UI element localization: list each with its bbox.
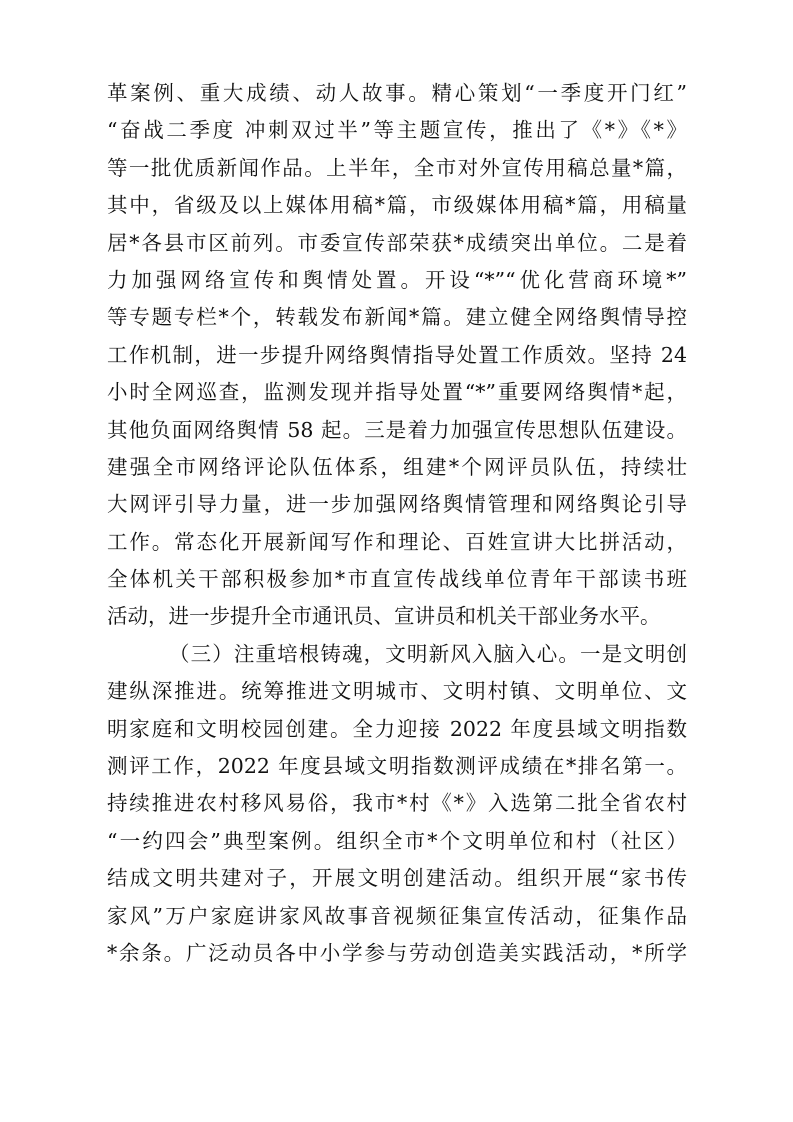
text-line: 等一批优质新闻作品。上半年，全市对外宣传用稿总量*篇，: [107, 155, 687, 180]
text-line: 革案例、重大成绩、动人故事。精心策划“一季度开门红”: [107, 81, 687, 105]
text-line: 明家庭和文明校园创建。全力迎接 2022 年度县域文明指数: [107, 716, 687, 741]
text-line: 全体机关干部积极参加*市直宣传战线单位青年干部读书班: [107, 567, 687, 592]
text-line: 建纵深推进。统筹推进文明城市、文明村镇、文明单位、文: [107, 679, 687, 704]
text-line: 建强全市网络评论队伍体系，组建*个网评员队伍，持续壮: [107, 454, 687, 479]
text-line: 大网评引导力量，进一步加强网络舆情管理和网络舆论引导: [107, 492, 687, 517]
text-line: 居*各县市区前列。市委宣传部荣获*成绩突出单位。二是着: [107, 230, 687, 255]
body-text: [107, 75, 687, 972]
text-line: 持续推进农村移风易俗，我市*村《*》入选第二批全省农村: [107, 791, 687, 816]
text-line: 测评工作，2022 年度县域文明指数测评成绩在*排名第一。: [107, 754, 687, 779]
text-line: 小时全网巡查，监测发现并指导处置“*”重要网络舆情*起，: [107, 380, 687, 405]
text-line: 工作机制，进一步提升网络舆情指导处置工作质效。坚持 24: [107, 342, 687, 367]
text-line: 结成文明共建对子，开展文明创建活动。组织开展“家书传: [107, 866, 687, 891]
text-line: 其中，省级及以上媒体用稿*篇，市级媒体用稿*篇，用稿量: [107, 193, 687, 218]
text-line: “一约四会”典型案例。组织全市*个文明单位和村（社区）: [107, 828, 687, 853]
section-heading-line: （三）注重培根铸魂，文明新风入脑入心。一是文明创: [169, 641, 687, 666]
text-line: 活动，进一步提升全市通讯员、宣讲员和机关干部业务水平。: [107, 604, 661, 629]
text-line: *余条。广泛动员各中小学参与劳动创造美实践活动，*所学: [107, 940, 687, 965]
text-line: “奋战二季度 冲刺双过半”等主题宣传，推出了《*》《*》: [107, 118, 687, 143]
text-line: 家风”万户家庭讲家风故事音视频征集宣传活动，征集作品: [107, 903, 687, 928]
text-line: 其他负面网络舆情 58 起。三是着力加强宣传思想队伍建设。: [107, 417, 687, 442]
text-line: 等专题专栏*个，转载发布新闻*篇。建立健全网络舆情导控: [107, 305, 687, 330]
text-line: 力加强网络宣传和舆情处置。开设“*”“优化营商环境*”: [107, 267, 687, 292]
text-line: 工作。常态化开展新闻写作和理论、百姓宣讲大比拼活动，: [107, 529, 687, 554]
